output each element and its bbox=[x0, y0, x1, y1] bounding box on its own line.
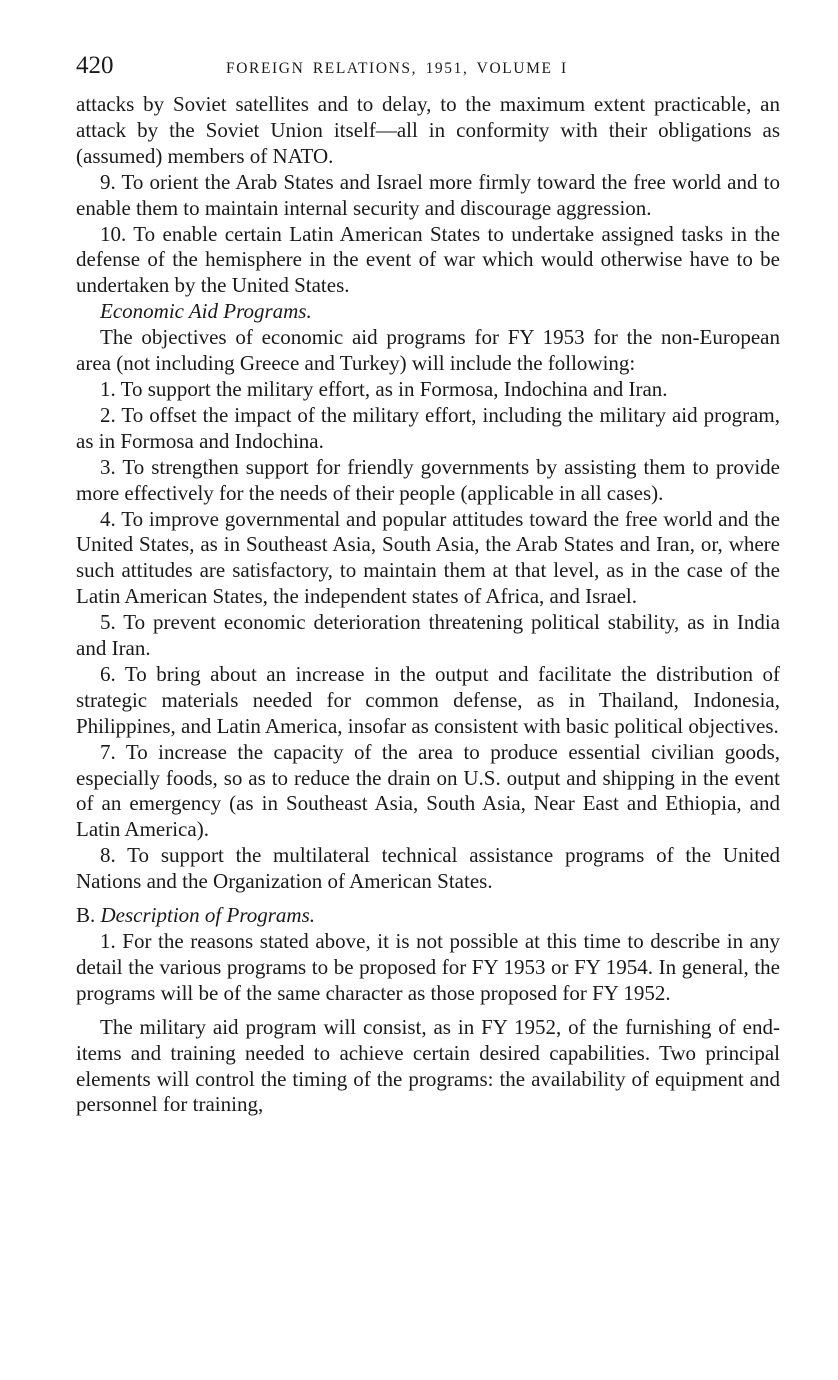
document-page bbox=[76, 52, 780, 1118]
paragraph-economic-item-8: 8. To support the multilateral technical assistance programs of the United Nations and the Organization of American States. bbox=[76, 843, 780, 894]
section-b-label: B. bbox=[76, 903, 96, 928]
paragraph-economic-item-6: 6. To bring about an increase in the output and facilitate the distribution of strategic materials needed for common defense, as in Thailand, Indonesia, Philippines, and Latin America, insofar as consistent with basic political objectives. bbox=[76, 661, 780, 738]
paragraph-economic-item-2: 2. To offset the impact of the military effort, including the military aid program, as in Formosa and Indochina. bbox=[76, 402, 780, 453]
section-b-title: Description of Programs. bbox=[100, 903, 315, 928]
section-heading-b bbox=[76, 903, 780, 929]
page-header bbox=[76, 52, 780, 86]
paragraph-economic-item-5: 5. To prevent economic deterioration threatening political stability, as in India and Iran. bbox=[76, 610, 780, 661]
paragraph-economic-objectives: The objectives of economic aid programs for FY 1953 for the non-European area (not including Greece and Turkey) will include the following: bbox=[76, 325, 780, 376]
paragraph-item-9: 9. To orient the Arab States and Israel more firmly toward the free world and to enable them to maintain internal security and discourage aggression. bbox=[76, 169, 780, 220]
paragraph-item-10: 10. To enable certain Latin American States to undertake assigned tasks in the defense of the hemisphere in the event of war which would otherwise have to be undertaken by the United States. bbox=[76, 221, 780, 298]
paragraph-description-1: 1. For the reasons stated above, it is not possible at this time to describe in any detail the various programs to be proposed for FY 1953 or FY 1954. In general, the programs will be of the same character as those proposed for FY 1952. bbox=[76, 929, 780, 1005]
page-number: 420 bbox=[76, 52, 114, 79]
paragraph-economic-item-1: 1. To support the military effort, as in Formosa, Indochina and Iran. bbox=[100, 376, 668, 401]
paragraph-economic-item-7: 7. To increase the capacity of the area to produce essential civilian goods, especially foods, so as to reduce the drain on U.S. output and shipping in the event of an emergency (as in Southeast Asia, South Asia, Near East and Ethiopia, and Latin America). bbox=[76, 739, 780, 842]
section-heading-economic-aid: Economic Aid Programs. bbox=[100, 299, 312, 324]
running-head: FOREIGN RELATIONS, 1951, VOLUME I bbox=[226, 60, 568, 77]
paragraph-military-aid: The military aid program will consist, as in FY 1952, of the furnishing of end-items and training needed to achieve certain desired capabilities. Two principal elements will control the timing of the programs: the availability of equipment and personnel for training, bbox=[76, 1014, 780, 1117]
paragraph-continuation: attacks by Soviet satellites and to delay, to the maximum extent practicable, an attack by the Soviet Union itself—all in conformity with their obligations as (assumed) members of NATO. bbox=[76, 92, 780, 168]
paragraph-economic-item-3: 3. To strengthen support for friendly governments by assisting them to provide more effectively for the needs of their people (applicable in all cases). bbox=[76, 454, 780, 505]
paragraph-economic-item-4: 4. To improve governmental and popular attitudes toward the free world and the United States, as in Southeast Asia, South Asia, the Arab States and Iran, or, where such attitudes are satisfactory, to maintain them at that level, as in the case of the Latin American States, the independent states of Africa, and Israel. bbox=[76, 506, 780, 609]
body-text bbox=[76, 92, 780, 1118]
